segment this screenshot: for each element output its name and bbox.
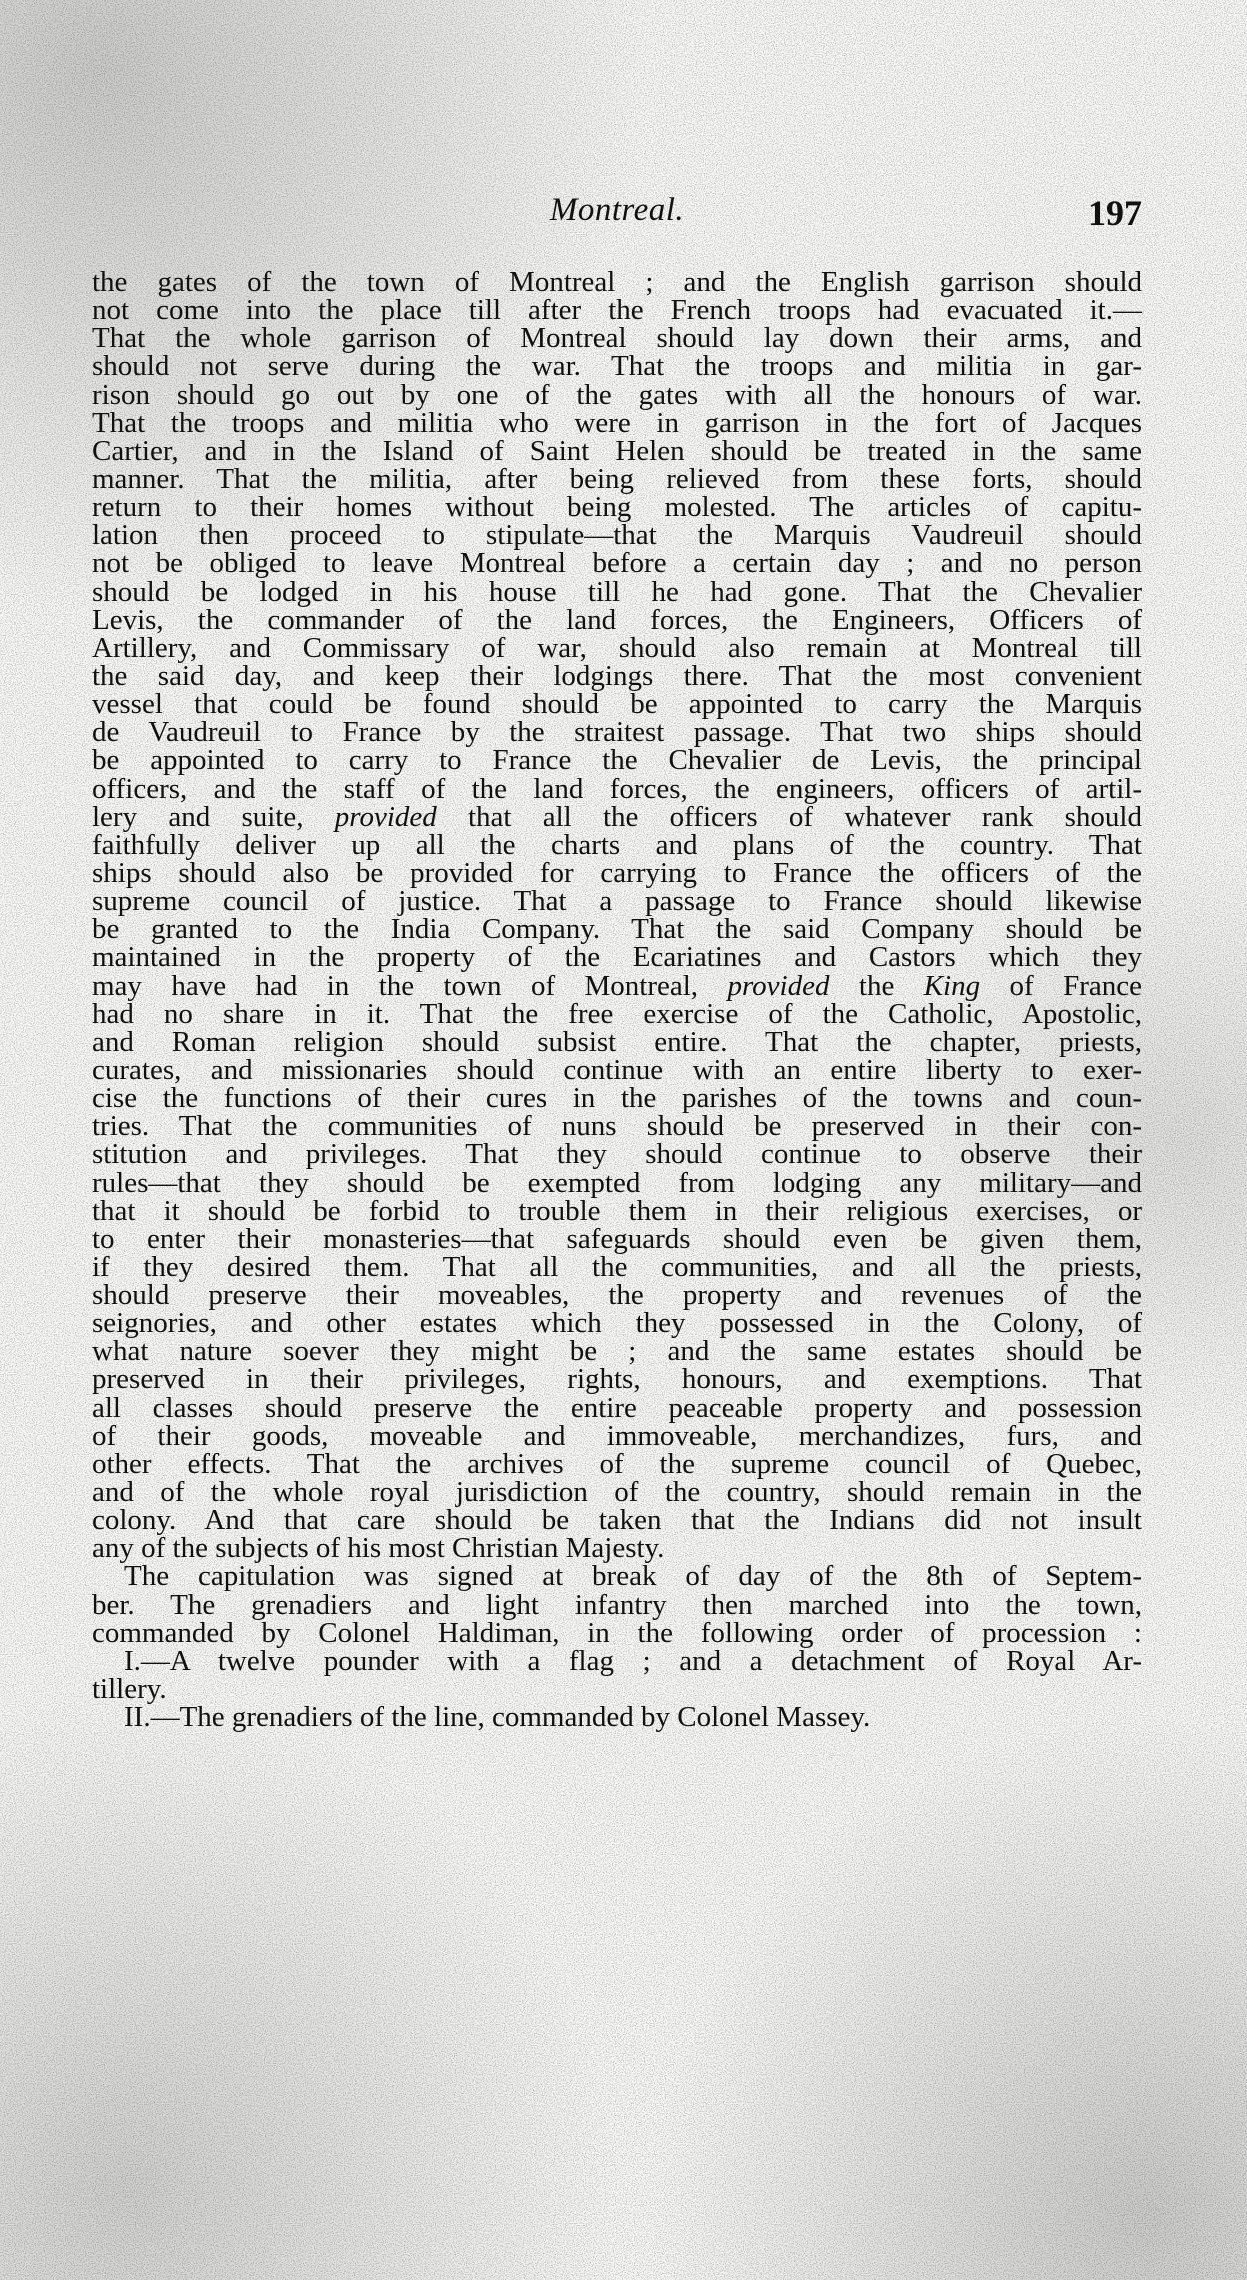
text-line: be appointed to carry to France the Chevalier de Levis, the principal <box>92 744 1142 777</box>
text-line: seignories, and other estates which they possessed in the Colony, of <box>92 1307 1142 1340</box>
text-line: commanded by Colonel Haldiman, in the following order of procession : <box>92 1616 1142 1649</box>
text-line: de Vaudreuil to France by the straitest passage. That two ships should <box>92 716 1142 749</box>
text-line: any of the subjects of his most Christian Majesty. <box>92 1532 665 1565</box>
text-line: stitution and privileges. That they should continue to observe their <box>92 1138 1142 1171</box>
text-line: I.—A twelve pounder with a flag ; and a detachment of Royal Ar- <box>124 1644 1142 1677</box>
text-line: return to their homes without being molested. The articles of capitu- <box>92 491 1142 524</box>
text-line: tillery. <box>92 1673 167 1706</box>
text-line: tries. That the communities of nuns should be preserved in their con- <box>92 1110 1142 1143</box>
text-line: all classes should preserve the entire peaceable property and possession <box>92 1391 1142 1424</box>
text-line: faithfully deliver up all the charts and plans of the country. That <box>92 828 1142 861</box>
text-line: and of the whole royal jurisdiction of the country, should remain in the <box>92 1476 1142 1509</box>
text-line: lery and suite, provided that all the officers of whatever rank should <box>92 800 1142 833</box>
text-line: That the troops and militia who were in garrison in the fort of Jacques <box>92 406 1142 439</box>
running-title: Montreal. <box>549 192 685 228</box>
text-line: of their goods, moveable and immoveable, merchandizes, furs, and <box>92 1419 1142 1452</box>
text-line: not be obliged to leave Montreal before a certain day ; and no person <box>92 547 1142 580</box>
text-line: ber. The grenadiers and light infantry then marched into the town, <box>92 1588 1142 1621</box>
text-line: vessel that could be found should be appointed to carry the Marquis <box>92 688 1142 721</box>
text-line: That the whole garrison of Montreal should lay down their arms, and <box>92 322 1142 355</box>
text-line: what nature soever they might be ; and the same estates should be <box>92 1335 1142 1368</box>
text-line: The capitulation was signed at break of day of the 8th of Septem- <box>124 1560 1142 1593</box>
text-line: manner. That the militia, after being relieved from these forts, should <box>92 462 1142 495</box>
text-line: Levis, the commander of the land forces, the Engineers, Officers of <box>92 603 1142 636</box>
text-line: rison should go out by one of the gates with all the honours of war. <box>92 378 1142 411</box>
text-line: ships should also be provided for carrying to France the officers of the <box>92 856 1142 889</box>
text-line: should be lodged in his house till he had gone. That the Chevalier <box>92 575 1142 608</box>
body-text <box>92 266 1142 1734</box>
text-line: should not serve during the war. That the troops and militia in gar- <box>92 350 1142 383</box>
text-line: rules—that they should be exempted from lodging any military—and <box>92 1166 1142 1199</box>
text-line: curates, and missionaries should continue with an entire liberty to exer- <box>92 1053 1142 1086</box>
text-line: colony. And that care should be taken that the Indians did not insult <box>92 1504 1142 1537</box>
text-line: supreme council of justice. That a passage to France should likewise <box>92 885 1142 918</box>
text-line: the gates of the town of Montreal ; and the English garrison should <box>92 266 1142 298</box>
text-line: that it should be forbid to trouble them in their religious exercises, or <box>92 1194 1142 1227</box>
text-line: should preserve their moveables, the property and revenues of the <box>92 1279 1142 1312</box>
text-line: and Roman religion should subsist entire. That the chapter, priests, <box>92 1025 1142 1058</box>
text-line: be granted to the India Company. That the said Company should be <box>92 913 1142 946</box>
text-line: maintained in the property of the Ecariatines and Castors which they <box>92 941 1142 974</box>
text-line: other effects. That the archives of the supreme council of Quebec, <box>92 1447 1142 1480</box>
running-header <box>92 192 1142 240</box>
text-line: preserved in their privileges, rights, honours, and exemptions. That <box>92 1363 1142 1396</box>
text-line: Cartier, and in the Island of Saint Helen should be treated in the same <box>92 434 1142 467</box>
text-line: II.—The grenadiers of the line, commanded by Colonel Massey. <box>124 1701 871 1734</box>
text-line: cise the functions of their cures in the parishes of the towns and coun- <box>92 1082 1142 1115</box>
text-line: to enter their monasteries—that safeguards should even be given them, <box>92 1222 1142 1255</box>
text-line: if they desired them. That all the communities, and all the priests, <box>92 1250 1142 1283</box>
text-line: lation then proceed to stipulate—that the Marquis Vaudreuil should <box>92 519 1142 552</box>
text-line: may have had in the town of Montreal, provided the King of France <box>92 969 1142 1002</box>
text-line: Artillery, and Commissary of war, should also remain at Montreal till <box>92 631 1142 664</box>
text-line: not come into the place till after the French troops had evacuated it.— <box>92 294 1142 327</box>
text-line: the said day, and keep their lodgings there. That the most convenient <box>92 659 1142 692</box>
text-line: officers, and the staff of the land forces, the engineers, officers of artil- <box>92 772 1142 805</box>
text-line: had no share in it. That the free exercise of the Catholic, Apostolic, <box>92 997 1142 1030</box>
page-number: 197 <box>1088 193 1142 233</box>
